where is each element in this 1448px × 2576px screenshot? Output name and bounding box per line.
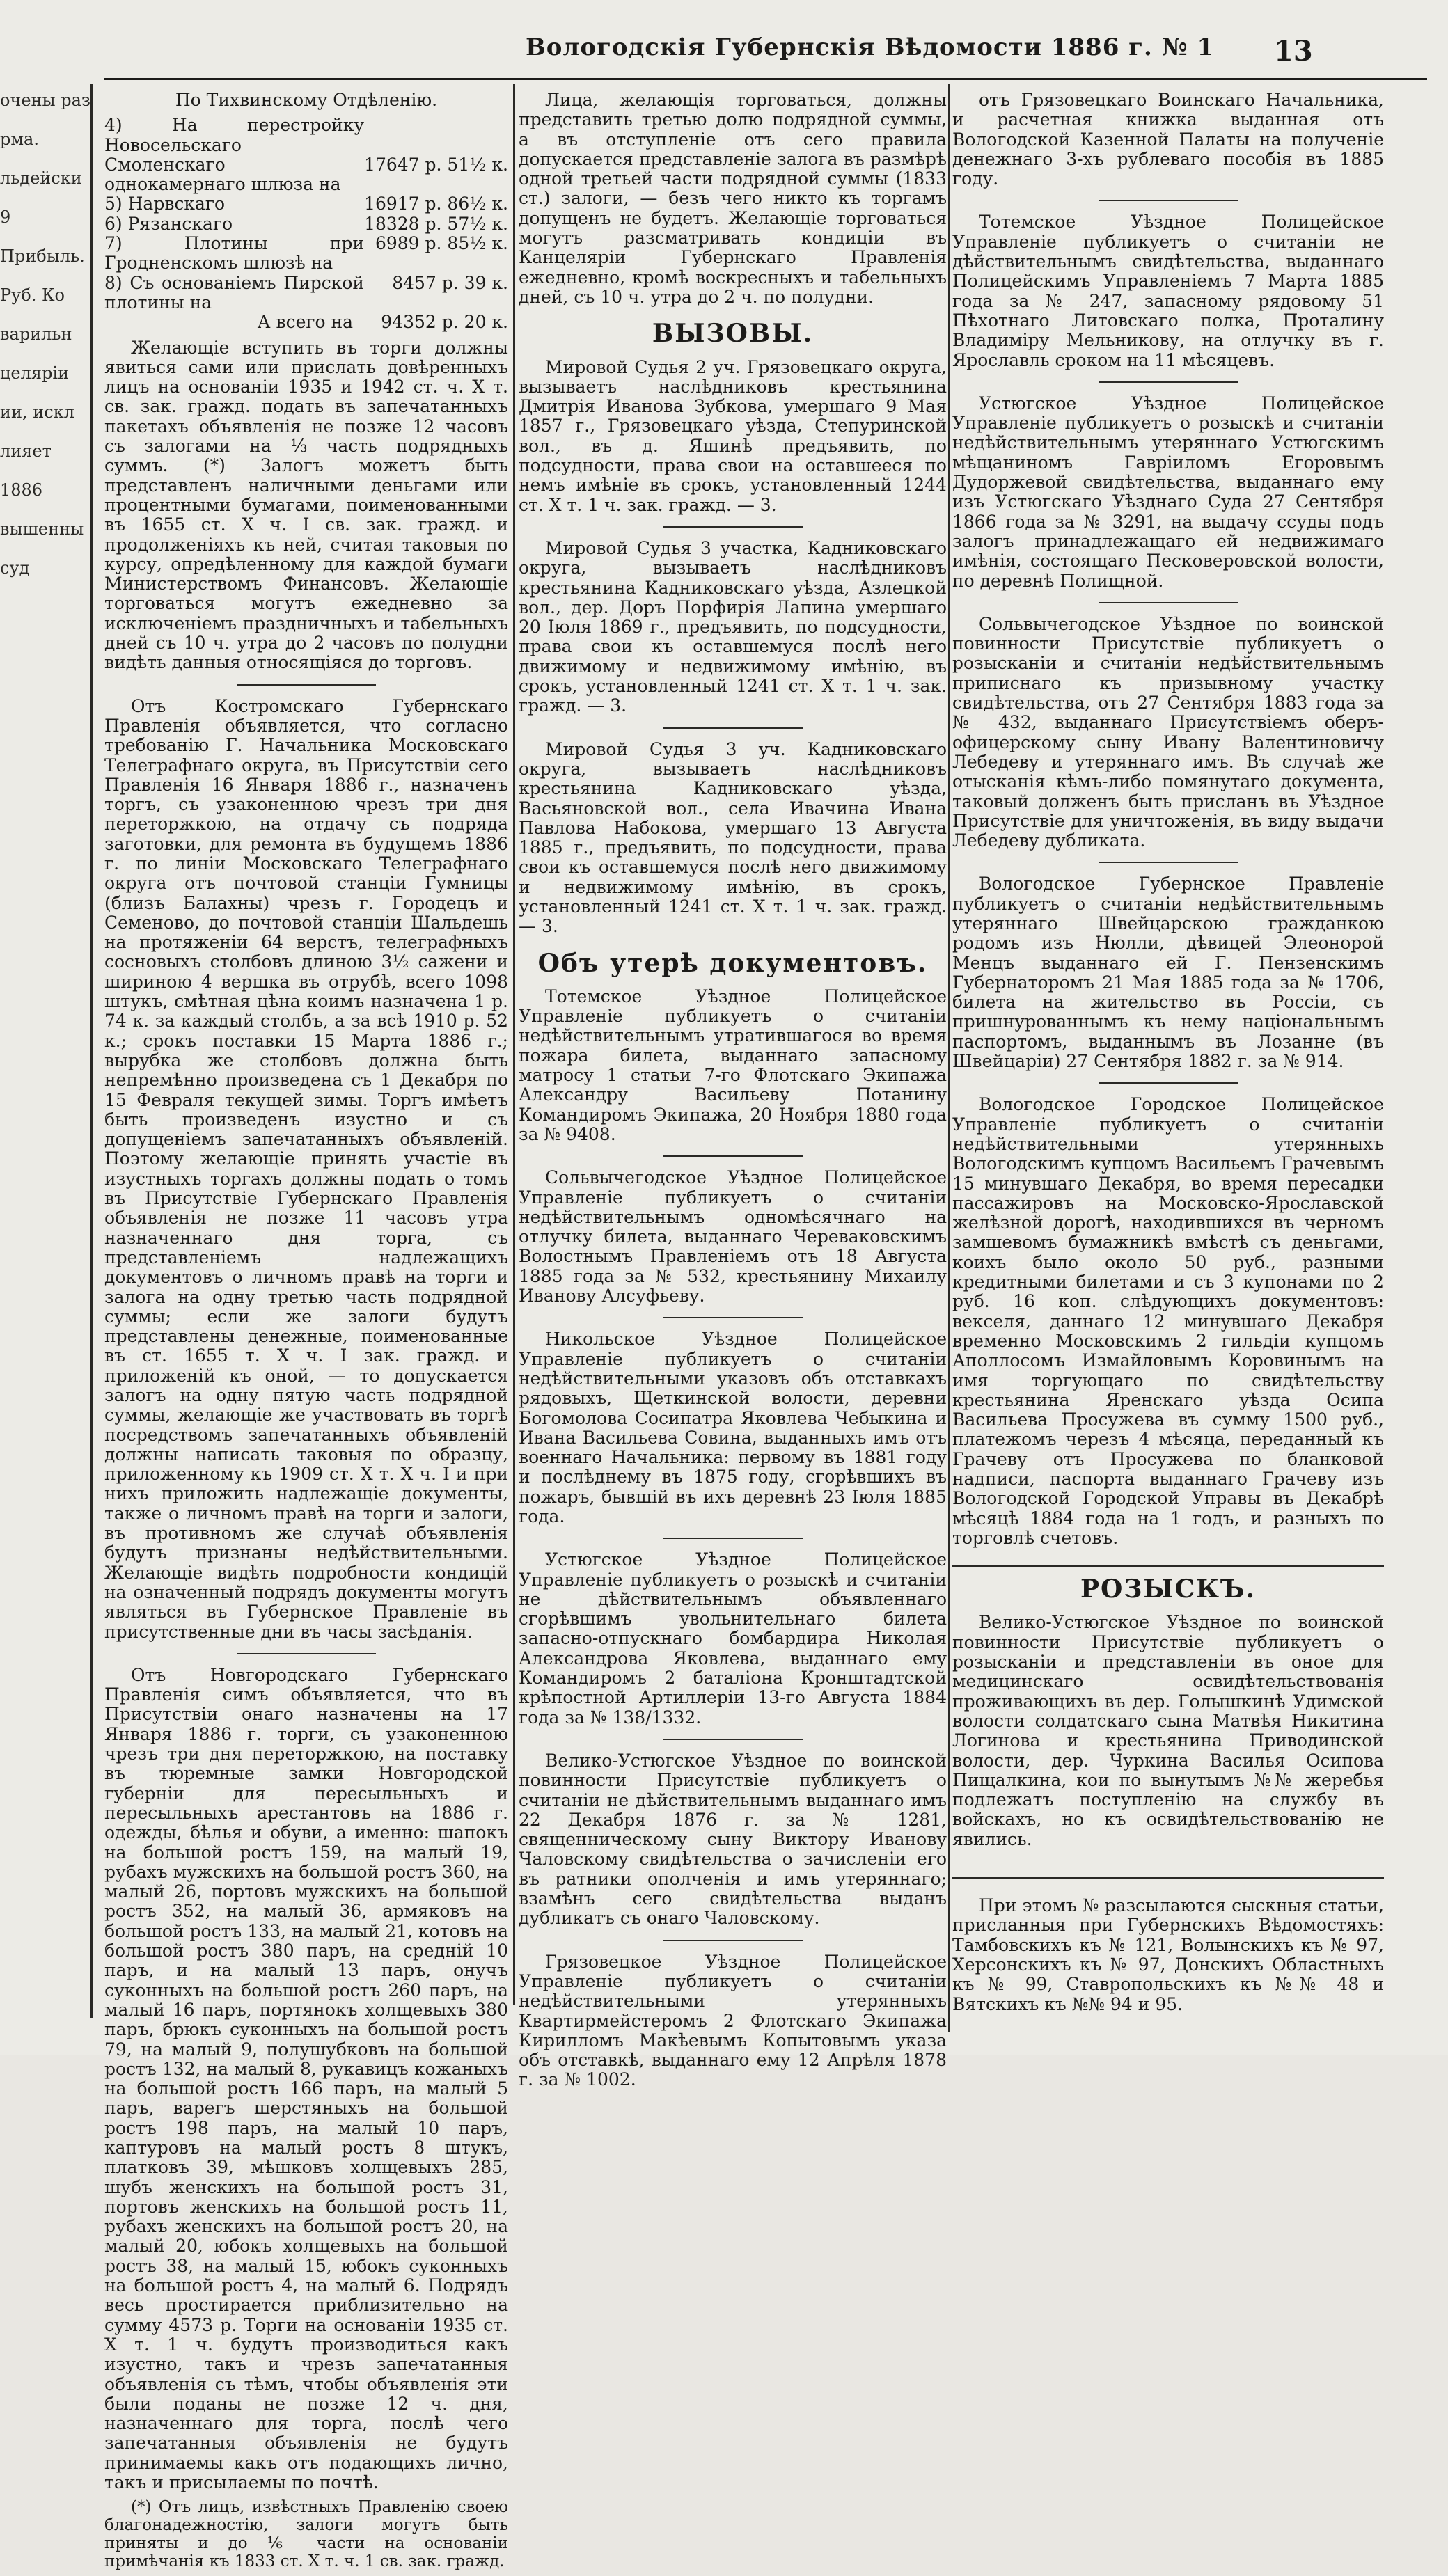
notice-paragraph: Лица, желающія торговаться, должны представить третью долю подрядной суммы, а въ отступленіе отъ сего правила допускается представленіе залога въ размѣрѣ одной третьей части подрядной суммы (1833 ст.) залоги, — безъ чего никто къ торгамъ допущенъ не будетъ. Желающіе торговаться могутъ разсматривать кондиціи въ Канцеляріи Губернскаго Правленія ежедневно, кромѣ воскресныхъ и табельныхъ дней, съ 10 ч. утра до 2 ч. по полудни. bbox=[519, 90, 947, 307]
divider bbox=[952, 1877, 1384, 1879]
lost-notice: Сольвычегодское Уѣздное Полицейское Управленіе публикуетъ о считаніи недѣйствительнымъ одномѣсячнаго на отлучку билета, выданнаго Череваковскимъ Волостнымъ Правленіемъ отъ 18 Августа 1885 года за № 532, крестьянину Михаилу Иванову Алсуфьеву. bbox=[519, 1167, 947, 1306]
cost-value: 18328 р. 57½ к. bbox=[364, 213, 508, 234]
cost-value: 17647 р. 51½ к. bbox=[364, 154, 508, 175]
notice-paragraph: Отъ Новгородскаго Губернскаго Правленія симъ объявляется, что въ Присутствіи онаго назначены на 17 Января 1886 г. торги, съ узаконенною чрезъ три дня переторжкою, на поставку въ тюремные замки Новгородской губерніи для пересыльныхъ и пересыльныхъ арестантовъ на 1886 г. одежды, бѣлья и обуви, а именно: шапокъ на большой ростъ 159, на малый 19, рубахъ мужскихъ на большой ростъ 360, на малый 26, портовъ мужскихъ на большой ростъ 352, на малый 36, армяковъ на большой ростъ 133, на малый 21, котовъ на большой ростъ 380 паръ, на средній 10 паръ, и на малый 13 паръ, онучъ суконныхъ на большой ростъ 260 паръ, на малый 16 паръ, портянокъ холщевыхъ 380 паръ, брюкъ суконныхъ на большой ростъ 79, на малый 9, полушубковъ на большой ростъ 132, на малый 8, рукавицъ кожаныхъ на большой ростъ 166 паръ, на малый 5 паръ, варегъ шерстяныхъ на большой ростъ 198 паръ, на малый 10 паръ, каптуровъ на малый ростъ 8 штукъ, платковъ 39, мѣшковъ холщевыхъ 285, шубъ женскихъ на большой ростъ 31, портовъ женскихъ на большой ростъ 11, рубахъ женскихъ на большой ростъ 20, на малый 20, юбокъ холщевыхъ на большой ростъ 38, на малый 15, юбокъ суконныхъ на большой ростъ 4, на малый 6. Подрядъ весь простирается приблизительно на сумму 4573 р. Торги на основаніи 1935 ст. Х т. 1 ч. будутъ производиться какъ изустно, такъ и чрезъ запечатанныя объявленія съ тѣмъ, чтобы объявленія эти были поданы не позже 12 ч. дня, назначеннаго для торга, послѣ чего запечатанныя объявленія не будутъ принимаемы какъ отъ подающихъ лично, такъ и присылаемы по почтѣ. bbox=[104, 1664, 508, 2493]
cost-label: 5) Нарвскаго bbox=[104, 193, 226, 214]
lost-notice: Тотемское Уѣздное Полицейское Управленіе публикуетъ о считаніи не дѣйствительнымъ свидѣтельства, выданнаго Полицейскимъ Управленіемъ 7 Марта 1885 года за № 247, запасному рядовому 51 Пѣхотнаго Литовскаго полка, Проталину Владиміру Мельникову, на отлучку въ г. Ярославль сроком на 11 мѣсяцевъ. bbox=[952, 212, 1384, 370]
divider bbox=[1099, 602, 1238, 603]
divider bbox=[237, 684, 376, 686]
cost-row bbox=[104, 214, 508, 234]
lost-notice: Грязовецкое Уѣздное Полицейское Управленіе публикуетъ о считаніи недѣйствительными утерянныхъ Квартирмейстеромъ 2 Флотскаго Экипажа Кирилломъ Макѣевымъ Копытовымъ указа объ отставкѣ, выданнаго ему 12 Апрѣля 1878 г. за № 1002. bbox=[519, 1951, 947, 2090]
column-3 bbox=[952, 90, 1384, 2020]
footnote: (*) Отъ лицъ, извѣстныхъ Правленію своею благонадежностію, залоги могутъ быть приняты и до ⅙ части на основаніи примѣчанія къ 1833 ст. Х т. ч. 1 св. зак. гражд. bbox=[104, 2498, 508, 2571]
page-header bbox=[0, 0, 1448, 84]
cost-row bbox=[104, 313, 508, 332]
cost-row bbox=[104, 116, 508, 155]
column-rule-left bbox=[90, 84, 93, 2018]
call-notice: Мировой Судья 3 уч. Кадниковскаго округа, вызываетъ наслѣдниковъ крестьянина Кадниковскаго уѣзда, Васьяновской вол., села Ивачина Ивана Павлова Набокова, умершаго 13 Августа 1885 г., предъявить, по подсудности, права свои къ оставшемуся послѣ него движимому и недвижимому имѣнію, въ срокъ, установленный 1241 ст. Х т. 1 ч. зак. гражд. — 3. bbox=[519, 738, 947, 937]
cost-row bbox=[104, 234, 508, 274]
fragment-line: 1886 bbox=[0, 480, 43, 500]
divider bbox=[663, 1155, 803, 1157]
divider bbox=[1099, 381, 1238, 383]
divider bbox=[663, 1940, 803, 1941]
fragment-line: суд bbox=[0, 558, 30, 578]
column-1 bbox=[104, 90, 508, 2576]
section-heading-search: РОЗЫСКЪ. bbox=[952, 1565, 1384, 1599]
cost-label: 6) Рязанскаго bbox=[104, 213, 233, 234]
cost-label: Смоленскаго однокамернаго шлюза на bbox=[104, 154, 341, 195]
cost-value bbox=[364, 116, 508, 155]
fragment-line: Прибыль. bbox=[0, 246, 85, 266]
cost-row bbox=[104, 155, 508, 195]
notice-paragraph: Желающіе вступить въ торги должны явиться сами или прислать довѣренныхъ лицъ на основаніи 1935 и 1942 ст. ч. Х т. св. зак. гражд. подать въ запечатанныхъ пакетахъ объявленія не позже 12 часовъ съ залогами на ⅓ часть подрядныхъ суммъ. (*) Залогъ можетъ быть представленъ наличными деньгами или процентными бумагами, поименованными въ 1655 ст. Х ч. I св. зак. гражд. и продолженіяхъ къ ней, считая таковыя по курсу, опредѣленному для каждой бумаги Министерствомъ Финансовъ. Желающіе торговаться могутъ ежедневно за исключеніемъ праздничныхъ и табельныхъ дней съ 10 ч. утра до 2 часовъ по полудни видѣть данныя относящіяся до торговъ. bbox=[104, 337, 508, 673]
left-edge-fragments bbox=[0, 90, 91, 597]
divider bbox=[1099, 200, 1238, 201]
divider bbox=[663, 727, 803, 729]
section-subheading: По Тихвинскому Отдѣленію. bbox=[175, 90, 438, 110]
lost-notice: Никольское Уѣздное Полицейское Управленіе публикуетъ о считаніи недѣйствительными указовъ объ отставкахъ рядовыхъ, Щеткинской волости, деревни Богомолова Сосипатра Яковлева Чебыкина и Ивана Васильева Совина, выданныхъ имъ отъ военнаго Начальника: первому въ 1881 году и послѣднему въ 1875 году, сгорѣвшихъ въ пожаръ, бывшій въ ихъ деревнѣ 23 Іюля 1885 года. bbox=[519, 1329, 947, 1526]
column-rule-2 bbox=[948, 84, 950, 2032]
divider bbox=[1099, 862, 1238, 863]
section-heading-lost-documents: Объ утерѣ документовъ. bbox=[537, 948, 928, 978]
cost-row bbox=[104, 274, 508, 313]
fragment-line: вышенны bbox=[0, 519, 84, 539]
column-rule-1 bbox=[513, 84, 515, 2005]
lost-notice: Вологодское Городское Полицейское Управленіе публикуетъ о считаніи недѣйствительными утерянныхъ Вологодскимъ купцомъ Васильемъ Грачевымъ 15 минувшаго Декабря, во время пересадки пассажировъ на Московско-Ярославской желѣзной дорогѣ, находившихся въ черномъ замшевомъ бумажникѣ вмѣстѣ съ деньгами, коихъ было около 50 руб., разными кредитными билетами и съ 3 купонами по 2 руб. 16 коп. слѣдующихъ документовъ: векселя, даннаго 12 минувшаго Декабря временно Московскимъ 2 гильдіи купцомъ Аполлосомъ Измайловымъ Коровинымъ на имя торгующаго по свидѣтельству крестьянина Яренскаго уѣзда Осипа Васильева Просужева въ сумму 1500 руб., платежомъ черезъ 4 мѣсяца, переданный къ Грачеву отъ Просужева по бланковой надписи, паспорта выданнаго Грачеву изъ Вологодской Городской Управы въ Декабрѣ мѣсяцѣ 1884 года на 1 годъ, и разныхъ по торговлѣ счетовъ. bbox=[952, 1094, 1384, 1548]
divider bbox=[1099, 1082, 1238, 1084]
fragment-line: целярiи bbox=[0, 363, 70, 383]
section-heading-calls: ВЫЗОВЫ. bbox=[652, 319, 814, 349]
cost-value: 8457 р. 39 к. bbox=[392, 272, 508, 293]
fragment-line: льдейски bbox=[0, 168, 82, 188]
search-notice: Велико-Устюгское Уѣздное по воинской повинности Присутствіе публикуетъ о розысканіи и представленіи въ оное для медицинскаго освидѣтельствованія проживающихъ въ дер. Голышкинѣ Удимской волости солдатскаго сына Матвѣя Никитина Логинова и крестьянина Приводинской волости, дер. Чуркина Василья Осипова Пищалкина, кои по вынутымъ №№ жеребья подлежатъ поступленію на службу въ войскахъ, но къ освидѣтельствованію не явились. bbox=[952, 1612, 1384, 1849]
notice-paragraph: Отъ Костромскаго Губернскаго Правленія объявляется, что согласно требованію Г. Начальника Московскаго Телеграфнаго округа, въ Присутствіи сего Правленія 16 Января 1886 г., назначенъ торгъ, съ узаконенною чрезъ три дня переторжкою, на отдачу съ подряда заготовки, для ремонта въ будущемъ 1886 г. по линіи Московскаго Телеграфнаго округа отъ почтовой станціи Гумницы (близъ Балахны) чрезъ г. Городецъ и Семеново, до почтовой станціи Шальдешь на протяженіи 64 верстъ, телеграфныхъ сосновыхъ столбовъ длиною 3½ сажени и шириною 4 вершка въ отрубѣ, всего 1098 штукъ, смѣтная цѣна коимъ назначена 1 р. 74 к. за каждый столбъ, а за всѣ 1910 р. 52 к.; срокъ поставки 15 Марта 1886 г.; вырубка же столбовъ должна быть непремѣнно произведена съ 1 Декабря по 15 Февраля текущей зимы. Торгъ имѣетъ быть произведенъ изустно и съ допущеніемъ запечатанныхъ объявленій. Поэтому желающіе принять участіе въ изустныхъ торгахъ должны подать о томъ въ Присутствіе Губернскаго Правленія объявленія не позже 11 часовъ утра назначеннаго дня торга, съ представленіемъ надлежащихъ документовъ о личномъ правѣ на торги и залога на одну третью часть подрядной суммы; если же залоги будутъ представлены денежные, поименованные въ ст. 1655 т. Х ч. I зак. гражд. и приложеній къ оной, — то допускается залогъ на одну пятую часть подрядной суммы, желающіе же участвовать въ торгѣ посредствомъ запечатанныхъ объявленій должны написать таковыя по образцу, приложенному къ 1909 ст. Х т. Х ч. I и при нихъ приложить надлежащіе документы, также о личномъ правѣ на торги и залоги, въ противномъ же случаѣ объявленія будутъ признаны недѣйствительными. Желающіе видѣть подробности кондицій на означенный подрядъ документы могутъ являться въ Губернское Правленіе въ присутственные дни въ часы засѣданія. bbox=[104, 695, 508, 1642]
cost-label: 4) На перестройку Новосельскаго bbox=[104, 115, 365, 155]
fragment-line: очены раз bbox=[0, 90, 91, 110]
cost-value: 94352 р. 20 к. bbox=[381, 312, 508, 333]
divider bbox=[663, 1739, 803, 1740]
fragment-line: 9 bbox=[0, 207, 11, 227]
divider bbox=[663, 1538, 803, 1539]
fragment-line: Руб. Ко bbox=[0, 285, 65, 305]
lost-notice: Устюгское Уѣздное Полицейское Управленіе публикуетъ о розыскѣ и считаніи недѣйствительнымъ утеряннаго Устюгскимъ мѣщаниномъ Гавріиломъ Егоровымъ Дудоржевой свидѣтельства, выданнаго ему изъ Устюгскаго Уѣзднаго Суда 27 Сентября 1866 года за № 3291, на выдачу ссуды подъ залогъ принадлежащаго ей недвижимаго имѣнія, состоящаго Песковеровской волости, по деревнѣ Полищной. bbox=[952, 393, 1384, 591]
fragment-line: ии, искл bbox=[0, 402, 74, 422]
lost-notice: Велико-Устюгское Уѣздное по воинской повинности Присутствіе публикуетъ о считаніи не дѣйствительнымъ выданнаго имъ 22 Декабря 1876 г. за № 1281, священническому сыну Виктору Иванову Чаловскому свидѣтельства о зачисленіи его въ ратники ополченія и имъ утеряннаго; взамѣнъ сего свидѣтельства выданъ дубликатъ съ онаго Чаловскому. bbox=[519, 1750, 947, 1929]
cost-value: 6989 р. 85½ к. bbox=[375, 233, 508, 254]
cost-value: 16917 р. 86½ к. bbox=[364, 193, 508, 214]
fragment-line: лияет bbox=[0, 441, 52, 461]
lost-notice: отъ Грязовецкаго Воинскаго Начальника, и расчетная книжка выданная отъ Вологодской Казенной Палаты на полученіе денежнаго 3-хъ рублеваго пособія въ 1885 году. bbox=[952, 90, 1384, 189]
divider bbox=[663, 526, 803, 528]
call-notice: Мировой Судья 3 участка, Кадниковскаго округа, вызываетъ наслѣдниковъ крестьянина Кадниковскаго уѣзда, Азлецкой вол., дер. Доръ Порфирія Лапина умершаго 20 Іюля 1869 г., предъявить, по подсудности, права свои къ оставшемуся послѣ него движимому и недвижимому имѣнію, въ срокъ, установленный 1241 ст. Х т. 1 ч. зак. гражд. — 3. bbox=[519, 537, 947, 716]
lost-notice: Устюгское Уѣздное Полицейское Управленіе публикуетъ о розыскѣ и считаніи не дѣйствительнымъ объявленнаго сгорѣвшимъ увольнительнаго билета запасно-отпускнаго бомбардира Николая Александрова Яковлева, выданнаго ему Командиромъ 2 баталіона Кронштадтской крѣпостной Артиллеріи 13-го Августа 1884 года за № 138/1332. bbox=[519, 1549, 947, 1728]
cost-row bbox=[104, 194, 508, 214]
divider bbox=[663, 1317, 803, 1318]
fragment-line: варильн bbox=[0, 324, 72, 344]
divider bbox=[237, 1653, 376, 1654]
lost-notice: Тотемское Уѣздное Полицейское Управленіе публикуетъ о считаніи недѣйствительнымъ утратившагося во время пожара билета, выданнаго запасному матросу 1 статьи 7-го Флотскаго Экипажа Александру Васильеву Потанину Командиромъ Экипажа, 20 Ноября 1880 года за № 9408. bbox=[519, 986, 947, 1144]
cost-label: 8) Съ основаніемъ Пирской плотины на bbox=[104, 272, 365, 313]
lost-notice: Вологодское Губернское Правленіе публикуетъ о считаніи недѣйствительнымъ утеряннаго Швейцарскою гражданкою родомъ изъ Нюлли, дѣвицей Элеонорой Менцъ выданнаго ей Г. Пензенскимъ Губернаторомъ 21 Мая 1885 года за № 1706, билета на жительство въ Россіи, съ пришнурованнымъ къ нему національнымъ паспортомъ, выданнымъ въ Лозанне (въ Швейцаріи) 27 Сентября 1882 г. за № 914. bbox=[952, 874, 1384, 1072]
cost-table bbox=[104, 116, 508, 332]
cost-label: А всего на bbox=[257, 312, 354, 333]
closing-note: При этомъ № разсылаются сыскныя статьи, присланныя при Губернскихъ Вѣдомостяхъ: Тамбовскихъ къ № 121, Волынскихъ къ № 97, Херсонскихъ къ № 97, Донскихъ Областныхъ къ № 99, Ставропольскихъ къ №№ 48 и Вятскихъ къ №№ 94 и 95. bbox=[952, 1895, 1384, 2014]
column-2 bbox=[519, 90, 947, 2096]
fragment-line: рма. bbox=[0, 129, 39, 149]
masthead-title: Вологодскія Губернскія Вѣдомости 1886 г. № 1 bbox=[526, 33, 1215, 61]
call-notice: Мировой Судья 2 уч. Грязовецкаго округа, вызываетъ наслѣдниковъ крестьянина Дмитрія Иванова Зубкова, умершаго 9 Мая 1857 г., Грязовецкаго уѣзда, Степуринской вол., въ д. Яшинѣ предъявить, по подсудности, права свои на оставшееся по немъ имѣніе въ срокъ, установленный 1244 ст. Х т. 1 ч. зак. гражд. — 3. bbox=[519, 356, 947, 515]
lost-notice: Сольвычегодское Уѣздное по воинской повинности Присутствіе публикуетъ о розысканіи и считаніи недѣйствительнымъ приписнаго къ призывному участку свидѣтельства, отъ 27 Сентября 1883 года за № 432, выданнаго Присутствіемъ оберъ-офицерскому сыну Ивану Валентиновичу Лебедеву и утеряннаго имъ. Въ случаѣ же отысканія кѣмъ-либо помянутаго документа, таковый долженъ быть присланъ въ Уѣздное Присутствіе для уничтоженія, въ виду выдачи Лебедеву дубликата. bbox=[952, 613, 1384, 851]
cost-label: 7) Плотины при Гродненскомъ шлюзѣ на bbox=[104, 233, 365, 274]
page-number: 13 bbox=[1274, 35, 1313, 68]
header-rule bbox=[104, 78, 1427, 80]
